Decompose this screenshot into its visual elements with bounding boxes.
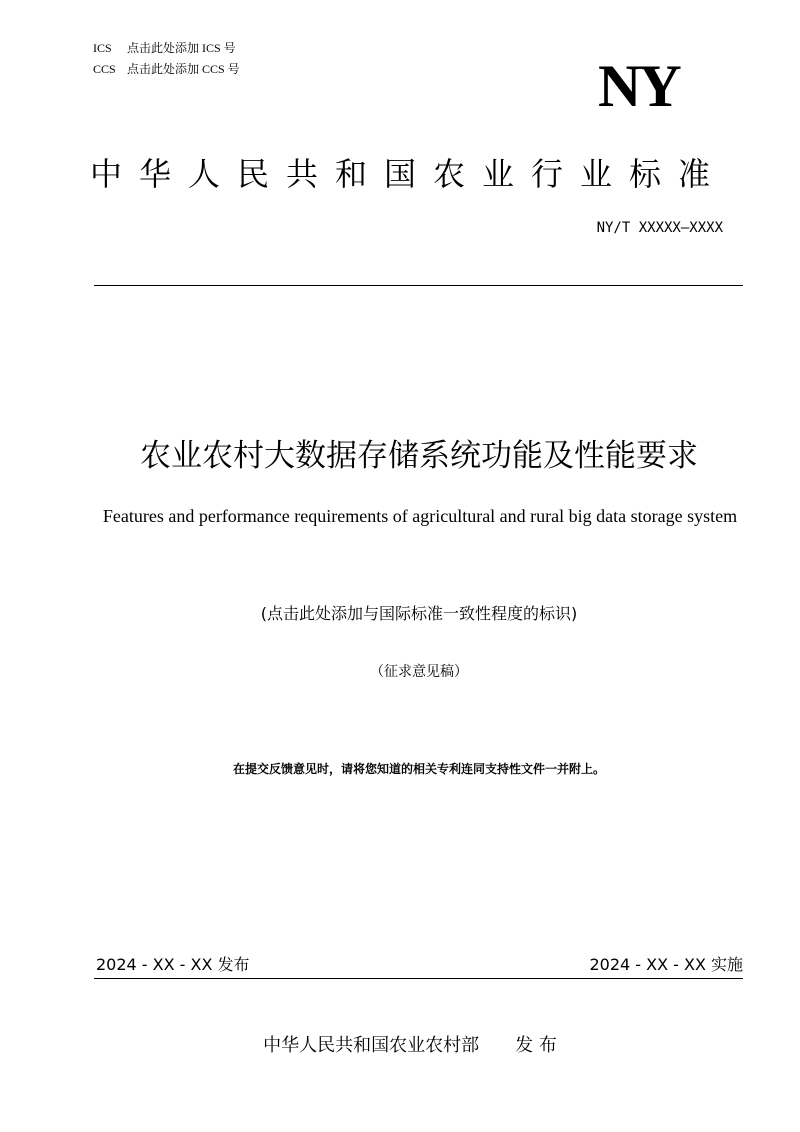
ccs-placeholder[interactable]: 点击此处添加 CCS 号 (127, 62, 240, 76)
ics-field[interactable] (93, 39, 236, 56)
header-divider (94, 285, 743, 286)
issue-date: 2024 - XX - XX 发布 (96, 955, 250, 974)
standard-category: 中华人民共和国农业行业标准 (90, 155, 728, 193)
ics-label: ICS (93, 41, 112, 55)
ny-logo: NY (598, 53, 679, 119)
issuer-name: 中华人民共和国农业农村部 (263, 1035, 480, 1056)
patent-notice: 在提交反馈意见时，请将您知道的相关专利连同支持性文件一并附上。 (232, 762, 605, 776)
publisher-line (0, 1034, 800, 1058)
draft-status: （征求意见稿） (370, 664, 468, 680)
title-chinese: 农业农村大数据存储系统功能及性能要求 (140, 438, 698, 474)
title-english: Features and performance requirements of agricultural and rural big data storage system (102, 506, 738, 526)
consistency-note[interactable]: (点击此处添加与国际标准一致性程度的标识) (260, 604, 578, 623)
issuer-action: 发 布 (515, 1035, 557, 1056)
ccs-field[interactable] (93, 60, 240, 77)
ccs-label: CCS (93, 62, 116, 76)
ics-placeholder[interactable]: 点击此处添加 ICS 号 (127, 41, 236, 55)
footer-divider (94, 978, 743, 979)
implementation-date: 2024 - XX - XX 实施 (589, 955, 743, 974)
standard-number: NY/T XXXXX—XXXX (596, 220, 723, 236)
